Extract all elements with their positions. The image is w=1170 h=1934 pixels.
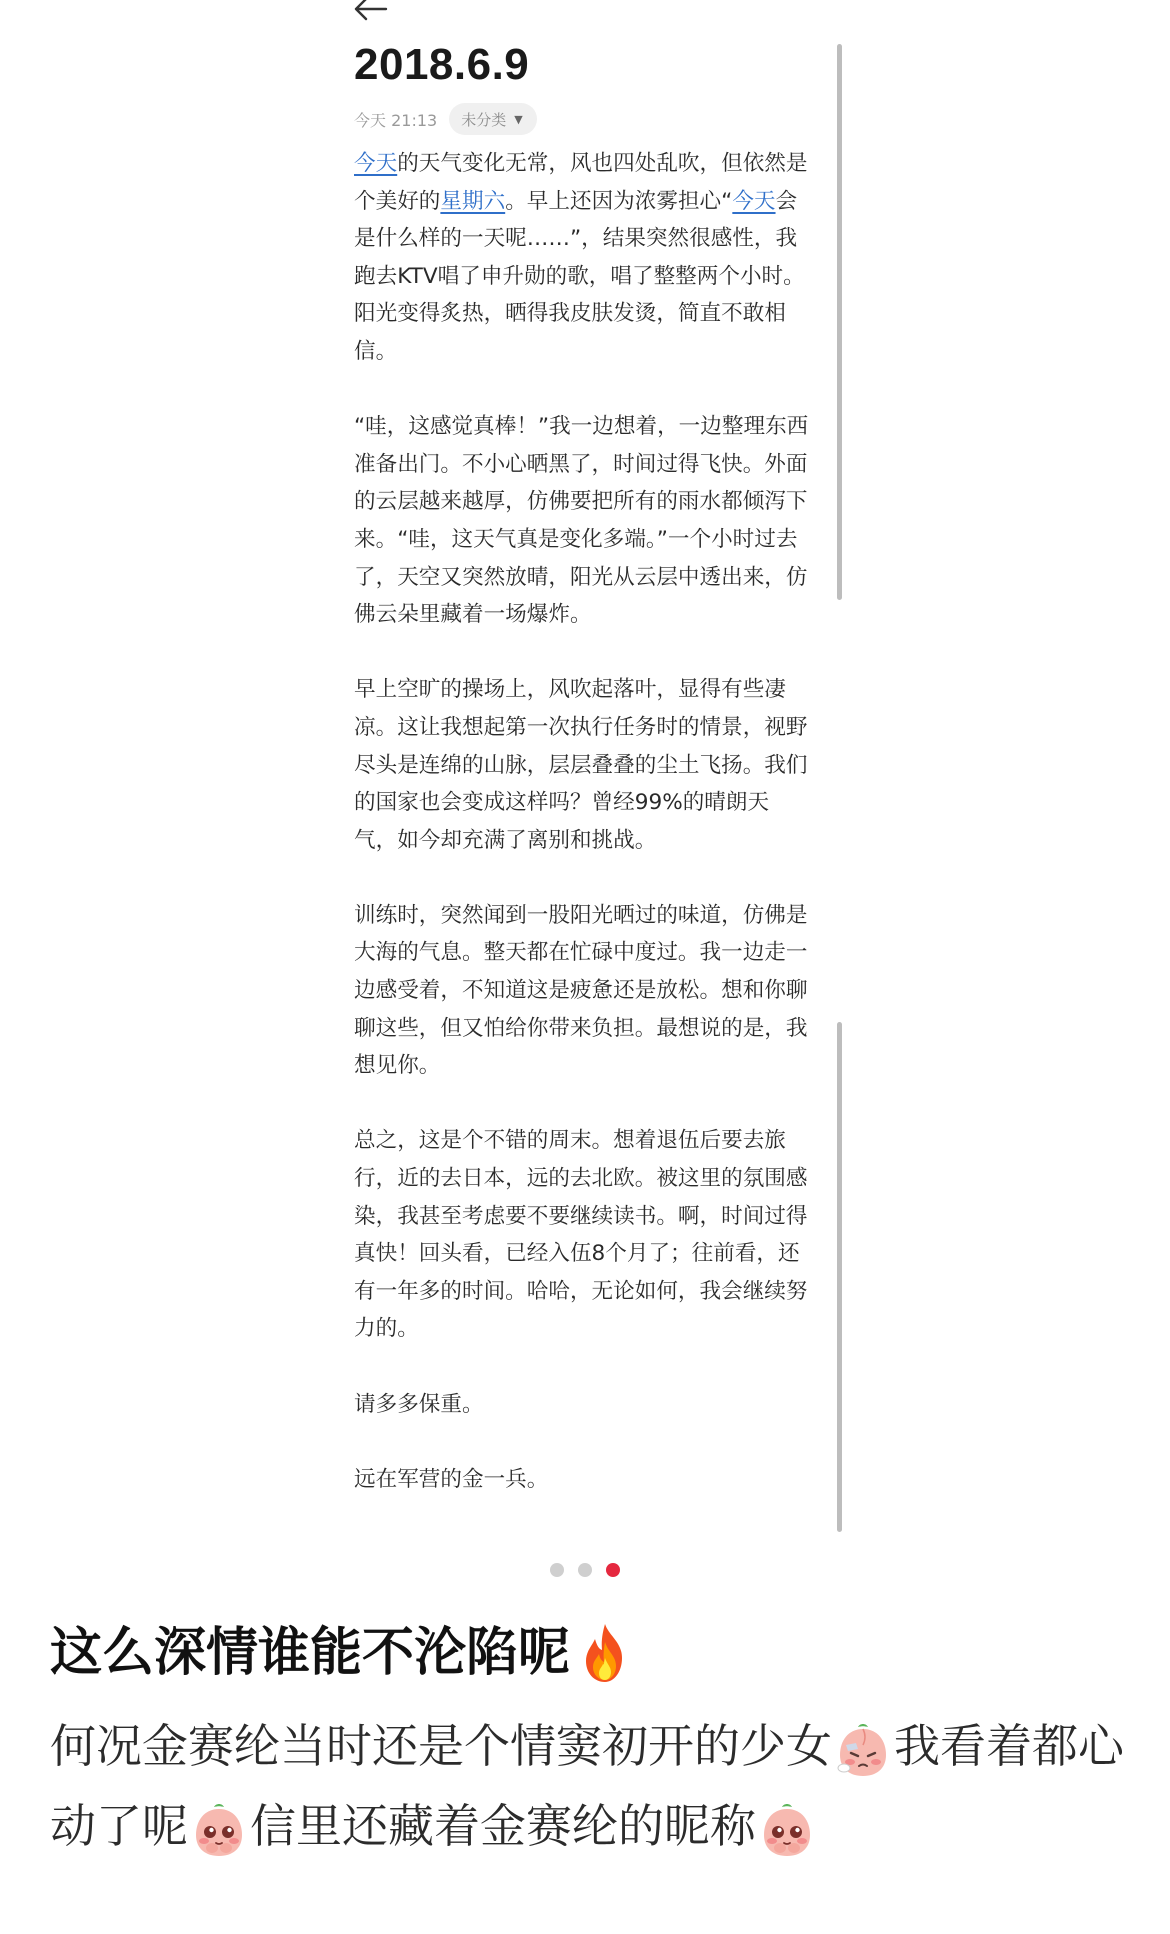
desc-text: 我看着都心动了呢 xyxy=(50,1719,1124,1853)
note-meta xyxy=(354,102,537,136)
desc-text: 何况金赛纶当时还是个情窦初开的少女 xyxy=(50,1719,832,1773)
note-paragraph: 请多多保重。 xyxy=(354,1391,484,1417)
back-arrow-icon[interactable] xyxy=(352,0,388,24)
note-paragraph xyxy=(354,145,810,371)
post-headline xyxy=(50,1618,636,1688)
blushing-peach-emoji-icon xyxy=(758,1801,816,1859)
weekday-link[interactable]: 星期六 xyxy=(440,188,506,214)
category-label: 未分类 xyxy=(461,110,507,129)
category-dropdown[interactable] xyxy=(449,103,536,135)
note-signature: 远在军营的金一兵。 xyxy=(354,1466,549,1492)
date-link[interactable]: 今天 xyxy=(354,151,398,176)
carousel-dot[interactable] xyxy=(578,1563,592,1577)
note-title: 2018.6.9 xyxy=(354,40,530,89)
note-timestamp: 今天 21:13 xyxy=(354,110,438,130)
paragraph-text: 会是什么样的一天呢……”，结果突然很感性，我跑去KTV唱了申升勋的歌，唱了整整两个小时。阳光变得炙热，晒得我皮肤发烫，简直不敢相信。 xyxy=(354,188,805,364)
carousel-dot-active[interactable] xyxy=(606,1563,620,1577)
paragraph-text: 的天气变化无常，风也四处乱吹，但依然是个美好的 xyxy=(354,151,808,214)
desc-text: 信里还藏着金赛纶的昵称 xyxy=(250,1799,756,1853)
scrollbar[interactable] xyxy=(837,1022,842,1532)
paragraph-text: 。早上还因为浓雾担心“ xyxy=(505,188,733,214)
note-paragraph: 训练时，突然闻到一股阳光晒过的味道，仿佛是大海的气息。整天都在忙碌中度过。我一边走一边感受着，不知道这是疲惫还是放松。想和你聊聊这些，但又怕给你带来负担。最想说的是，我想见你。 xyxy=(354,902,808,1079)
headline-text: 这么深情谁能不沦陷呢 xyxy=(50,1623,571,1683)
note-paragraph: 总之，这是个不错的周末。想着退伍后要去旅行，近的去日本，远的去北欧。被这里的氛围感染，我甚至考虑要不要继续读书。啊，时间过得真快！回头看，已经入伍8个月了；往前看，还有一年多的时间。哈哈，无论如何，我会继续努力的。 xyxy=(354,1128,808,1342)
touched-peach-emoji-icon xyxy=(834,1721,892,1779)
fire-emoji-icon xyxy=(576,1622,634,1684)
carousel-dot[interactable] xyxy=(550,1563,564,1577)
note-paragraph: “哇，这感觉真棒！”我一边想着，一边整理东西准备出门。不小心晒黑了，时间过得飞快。外面的云层越来越厚，仿佛要把所有的雨水都倾泻下来。“哇，这天气真是变化多端。”一个小时过去了，天空又突然放晴，阳光从云层中透出来，仿佛云朵里藏着一场爆炸。 xyxy=(354,414,809,628)
caret-down-icon: ▼ xyxy=(514,112,523,126)
post-description xyxy=(50,1706,1130,1866)
date-link[interactable]: 今天 xyxy=(732,188,776,214)
note-paragraph: 早上空旷的操场上，风吹起落叶，显得有些凄凉。这让我想起第一次执行任务时的情景，视野尽头是连绵的山脉，层层叠叠的尘土飞扬。我们的国家也会变成这样吗？曾经99%的晴朗天气，如今却充满了离别和挑战。 xyxy=(354,677,808,853)
note-body[interactable] xyxy=(354,145,810,1498)
blushing-peach-emoji-icon xyxy=(190,1801,248,1859)
scrollbar[interactable] xyxy=(837,44,842,600)
carousel-indicator xyxy=(0,1563,1170,1577)
